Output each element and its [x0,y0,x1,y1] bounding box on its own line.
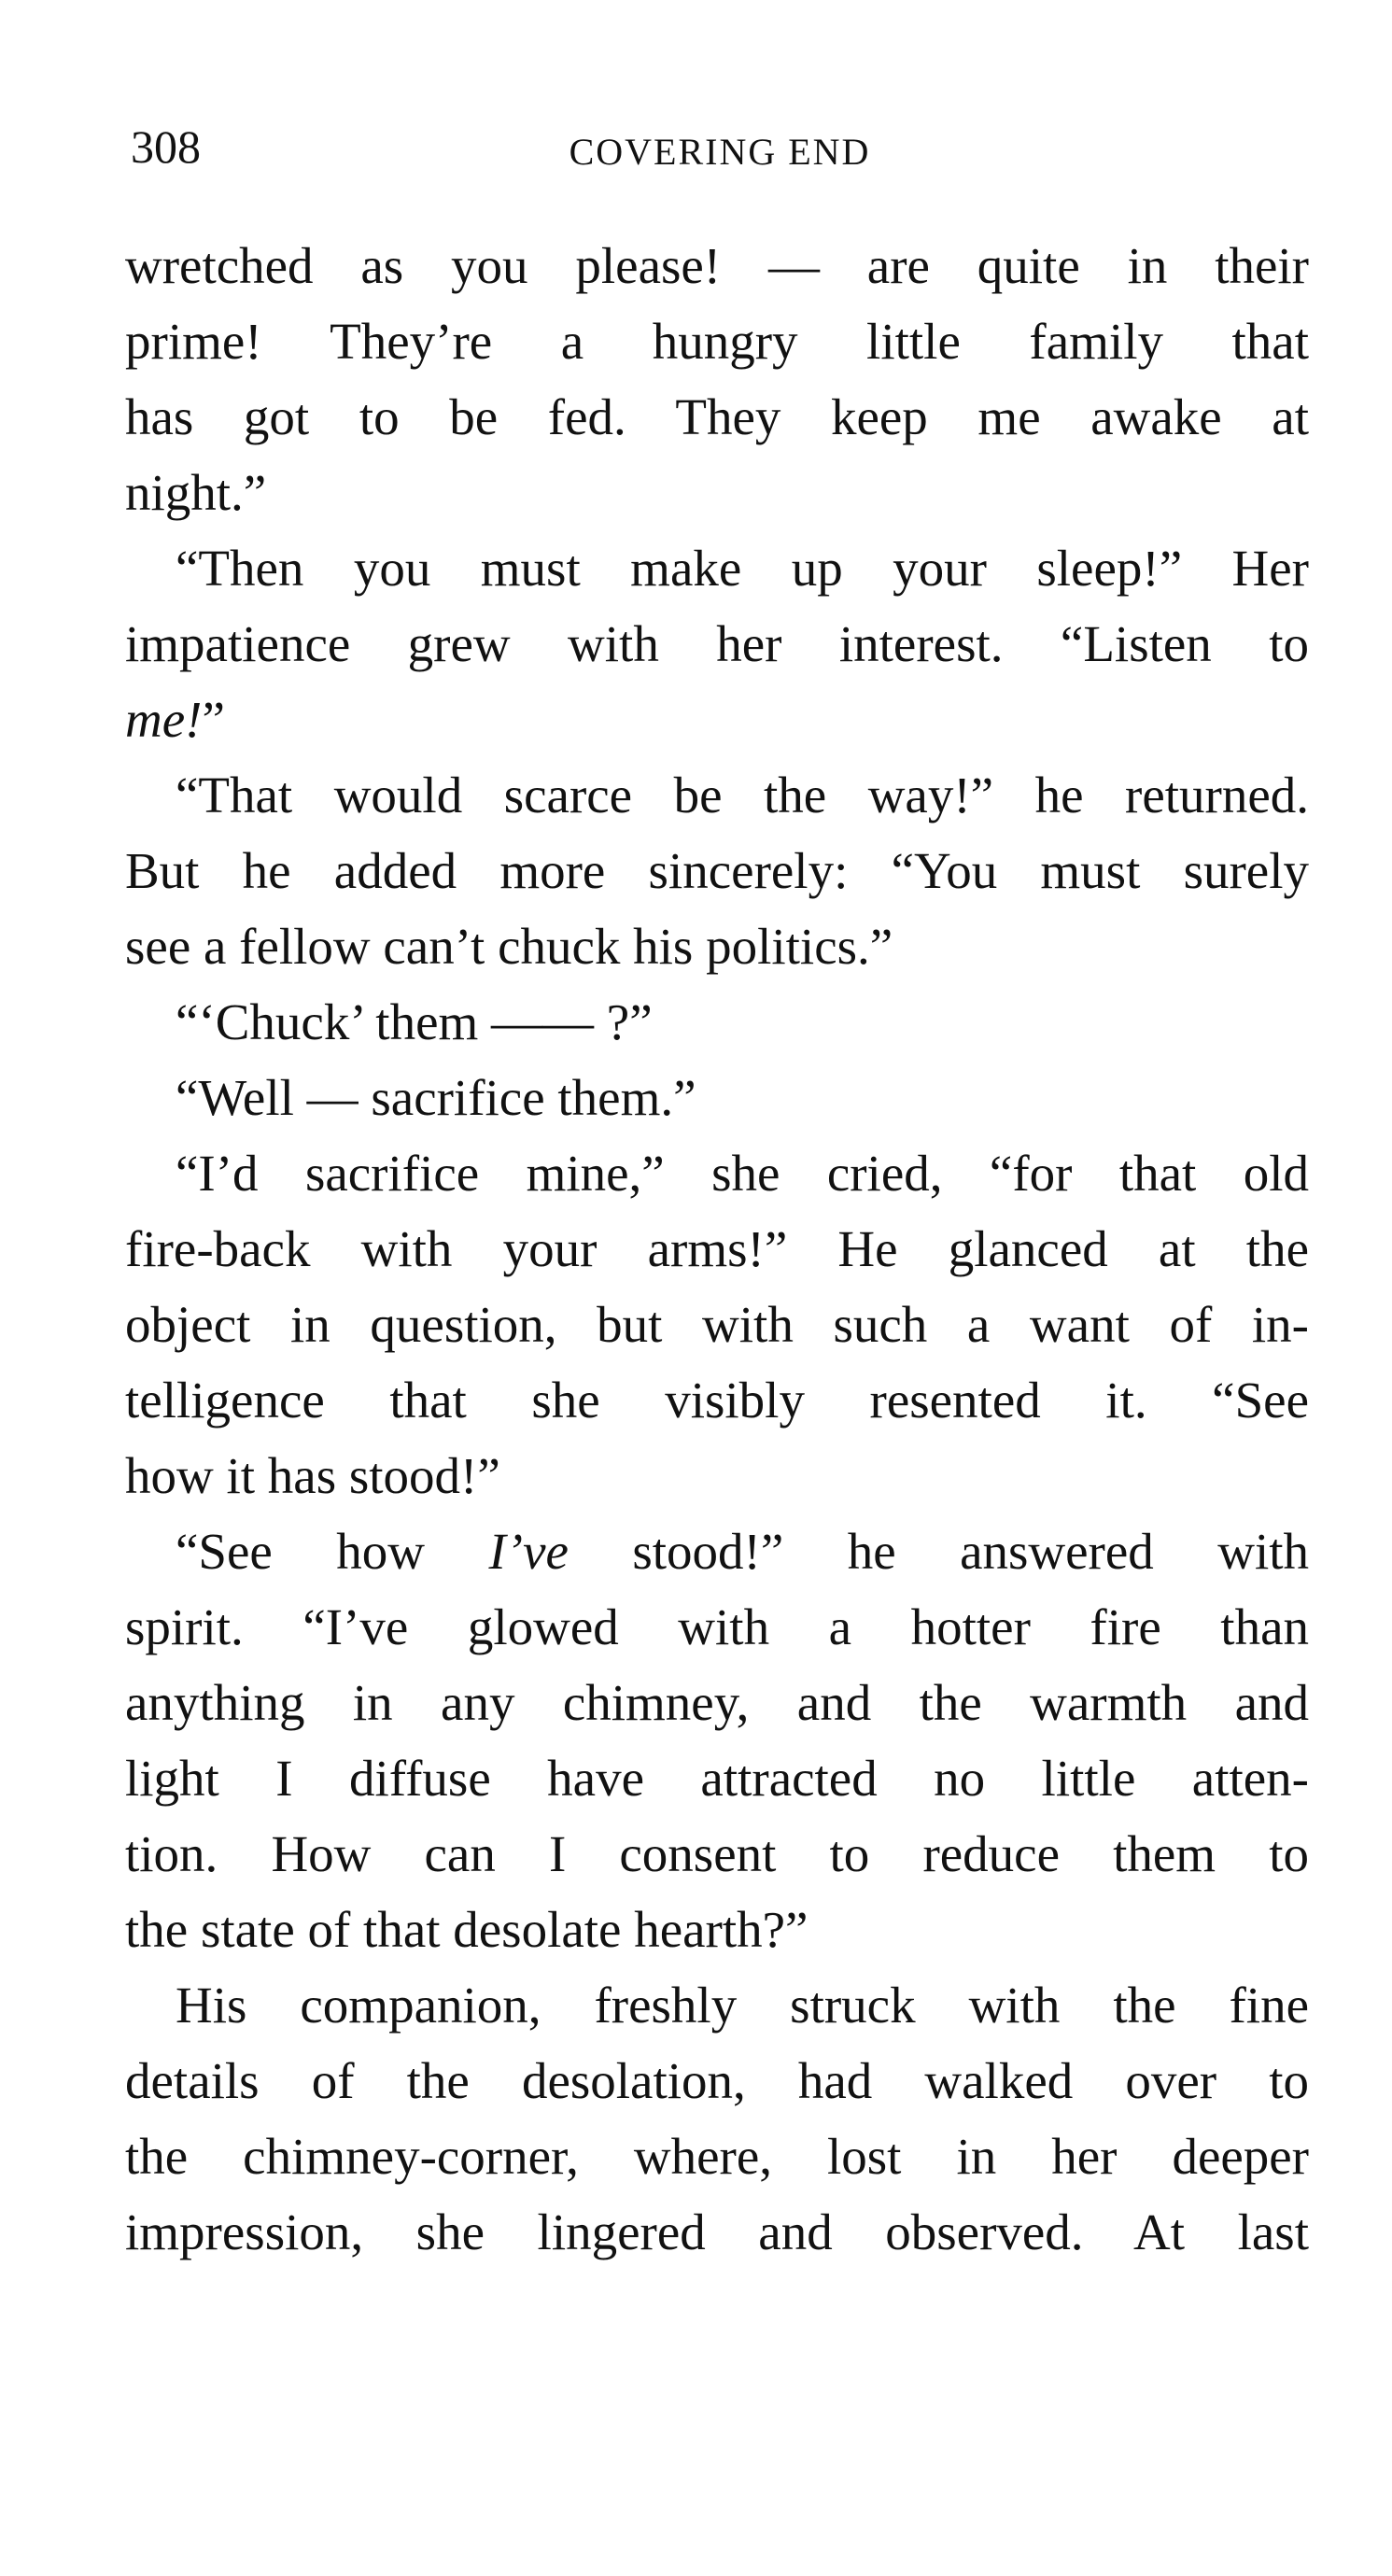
text-line: impression, she lingered and observed. At last [125,2203,1309,2260]
text-line: object in question, but with such a want of in- [125,1296,1309,1353]
text-line: details of the desolation, had walked over to [125,2052,1309,2109]
text-line: wretched as you please! — are quite in their [125,237,1309,294]
text-line: “Well — sacrifice them.” [176,1069,696,1126]
text-line: impatience grew with her interest. “Listen to [125,615,1309,672]
text-line: see a fellow can’t chuck his politics.” [125,918,893,975]
text-line: prime! They’re a hungry little family that [125,313,1309,370]
text-line: the state of that desolate hearth?” [125,1901,808,1958]
italic-word: me! [125,691,203,748]
text-line: But he added more sincerely: “You must surely [125,842,1309,899]
text-line: telligence that she visibly resented it. “See [125,1372,1309,1429]
text-line: His companion, freshly struck with the fine [176,1977,1309,2034]
text-line: fire-back with your arms!” He glanced at the [125,1220,1309,1277]
running-head [131,114,1309,179]
running-title: COVERING END [569,131,871,173]
text-line: me!” [125,691,225,748]
italic-word: I’ve [488,1523,569,1580]
text-line: “That would scarce be the way!” he returned. [176,767,1309,823]
text-line: “See how I’ve stood!” he answered with [176,1523,1309,1580]
text-line: anything in any chimney, and the warmth and [125,1674,1309,1731]
text-line: “Then you must make up your sleep!” Her [176,540,1309,597]
text-line: “I’d sacrifice mine,” she cried, “for that old [176,1145,1309,1202]
page-number: 308 [131,120,201,173]
text-line: light I diffuse have attracted no little atten- [125,1750,1309,1807]
text-line: how it has stood!” [125,1447,500,1504]
body-text [125,228,1309,2270]
text-line: tion. How can I consent to reduce them to [125,1825,1309,1882]
text-line: spirit. “I’ve glowed with a hotter fire than [125,1598,1309,1655]
text-line: night.” [125,464,267,521]
text-line: “‘Chuck’ them —— ?” [176,993,653,1050]
text-line: the chimney-corner, where, lost in her deeper [125,2128,1309,2185]
text-line: has got to be fed. They keep me awake at [125,388,1309,445]
